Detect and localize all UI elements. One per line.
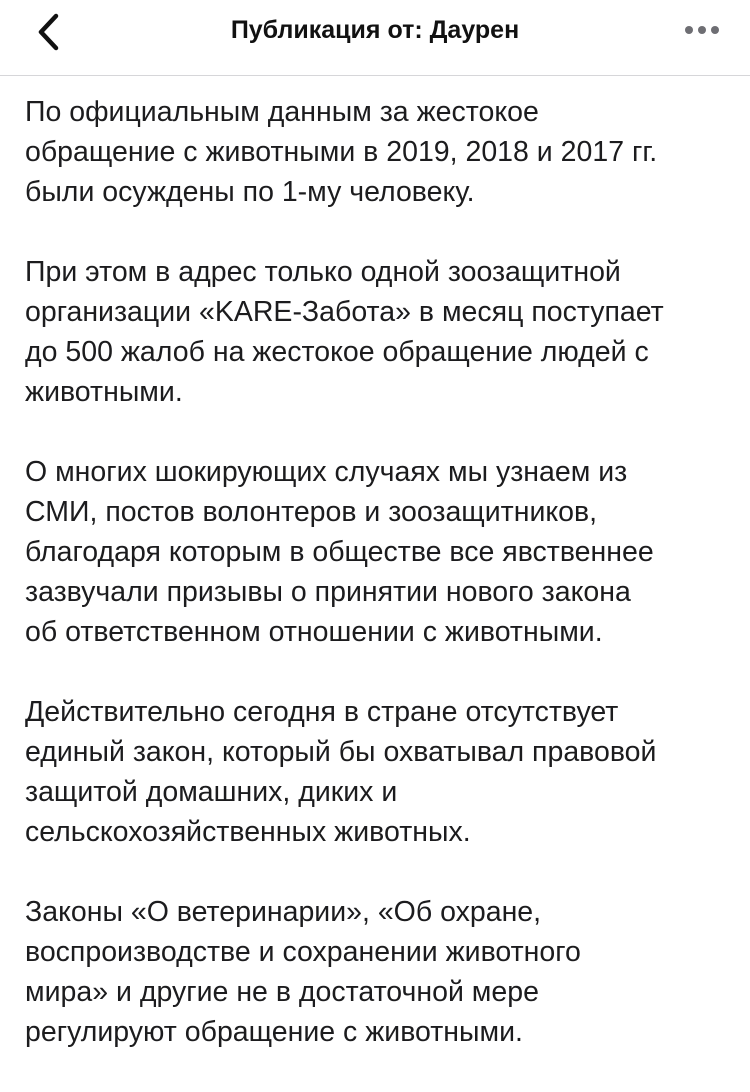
ellipsis-icon — [684, 25, 720, 35]
chevron-left-icon — [36, 12, 60, 52]
post-paragraph: Действительно сегодня в стране отсутствует единый закон, который бы охватывал правовой защитой домашних, диких и сельскохозяйственных животных. — [25, 696, 657, 848]
more-options-button[interactable] — [680, 14, 724, 46]
post-paragraph: Законы «О ветеринарии», «Об охране, воспроизводстве и сохранении животного мира» и другие не в достаточной мере регулируют обращение с животными. — [25, 896, 581, 1048]
back-button[interactable] — [28, 10, 68, 54]
post-paragraph: При этом в адрес только одной зоозащитной организации «KARE-Забота» в месяц поступает до 500 жалоб на жестокое обращение людей с животными. — [25, 256, 664, 408]
navigation-bar — [0, 0, 750, 76]
post-paragraph: О многих шокирующих случаях мы узнаем из СМИ, постов волонтеров и зоозащитников, благодаря которым в обществе все явственнее зазвучали призывы о принятии нового закона об ответственном отношении с животными. — [25, 456, 654, 648]
post-body — [25, 92, 730, 1092]
page-title: Публикация от: Даурен — [230, 16, 520, 44]
post-paragraph: По официальным данным за жестокое обращение с животными в 2019, 2018 и 2017 гг. были осуждены по 1-му человеку. — [25, 96, 658, 208]
